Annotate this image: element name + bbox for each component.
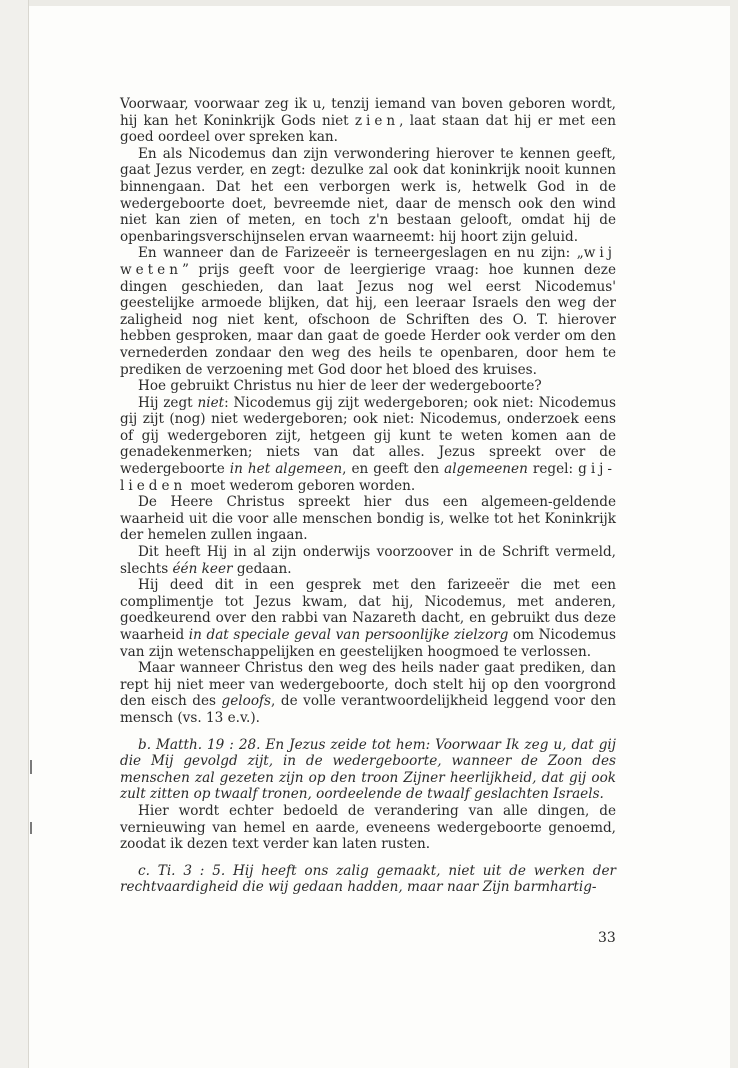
italic-text: b. Matth. 19 : 28. En Jezus zeide tot hem: Voorwaar Ik zeg u, dat gij die Mij gevolgd zijt, in de wedergeboorte, wanneer de Zoon des menschen zal gezeten zijn op den troon Zijner heerlijkheid, dat gij ook zult zitten op twaalf tronen, oordeelende de twaalf geslachten Israels.	[120, 736, 616, 803]
text-run: , laat staan dat hij er met een goed oordeel over spreken kan.	[120, 112, 616, 146]
text-run: , en geeft den	[342, 461, 445, 478]
paragraph-p11	[120, 803, 616, 853]
italic-text: niet	[197, 394, 225, 411]
paragraph-p5	[120, 395, 616, 495]
page-right-edge	[730, 0, 738, 1068]
italic-text: algemeenen	[444, 461, 528, 478]
text-run: moet wederom geboren worden.	[186, 477, 416, 494]
text-run: om Nicodemus van zijn wetenschappelijken en geestelijken hoogmoed te verlossen.	[120, 627, 617, 660]
paragraph-gap	[120, 727, 616, 737]
text-run: En als Nicodemus dan zijn verwondering hierover te kennen geeft, gaat Jezus verder, en zegt: dezulke zal ook dat koninkrijk nooit kunnen binnengaan. Dat het een verborgen werk is, hetwelk God in de wedergeboorte doet, bevreemde niet, daar de mensch ook den wind niet kan zien of meten, en toch z'n bestaan gelooft, omdat hij de openbaringsverschijnselen ervan waarneemt: hij hoort zijn geluid.	[120, 145, 616, 245]
paragraph-p2	[120, 146, 616, 246]
page-number: 33	[598, 930, 616, 946]
text-run: gedaan.	[232, 560, 292, 577]
text-run: , de volle verantwoordelijkheid leggend voor den mensch (vs. 13 e.v.).	[120, 693, 616, 726]
text-run: Voorwaar, voorwaar zeg ik u, tenzij iemand van boven geboren wordt, hij kan het Koninkrijk Gods niet	[120, 96, 616, 129]
paragraph-p4	[120, 378, 616, 395]
paragraph-p8	[120, 577, 616, 660]
italic-text: geloofs	[221, 693, 272, 710]
text-run: Hij deed dit in een gesprek met den farizeeër die met een complimentje tot Jezus kwam, dat hij, Nicodemus, met anderen, goedkeurend over den rabbi van Nazareth dacht, en gebruikt dus deze waarheid	[120, 577, 616, 643]
italic-text: c. Ti. 3 : 5. Hij heeft ons zalig gemaakt, niet uit de werken der rechtvaardigheid die wij gedaan hadden, maar naar Zijn barmhartig-	[120, 862, 616, 896]
italic-text: één keer	[172, 560, 233, 577]
text-run: : Nicodemus gij zijt wedergeboren; ook niet: Nicodemus gij zijt (nog) niet wedergeboren; ook niet: Nicodemus, onderzoek eens of gij wedergeboren zijt, hetgeen gij kunt te weten komen aan de genadekenmerken; niets van dat alles. Jezus spreekt over de wedergeboorte	[120, 394, 617, 478]
spaced-text: zien	[354, 112, 400, 129]
paragraph-p12	[120, 863, 616, 896]
paragraph-p10	[120, 737, 616, 803]
paragraph-p6	[120, 494, 616, 544]
paragraph-p9	[120, 660, 616, 726]
italic-text: in het algemeen	[229, 461, 343, 478]
text-run: Maar wanneer Christus den weg des heils nader gaat prediken, dan rept hij niet meer van wedergeboorte, doch stelt hij op den voorgrond den eisch des	[120, 660, 616, 710]
text-run: Hier wordt echter bedoeld de verandering van alle dingen, de vernieuwing van hemel en aarde, eveneens wedergeboorte genoemd, zoodat ik dezen text verder kan laten rusten.	[120, 802, 616, 853]
paragraph-p1	[120, 96, 616, 146]
page-gutter	[0, 0, 29, 1068]
page-top-edge	[0, 0, 738, 6]
spaced-text: wij weten	[120, 245, 616, 278]
body-text	[120, 96, 616, 896]
text-run: En wanneer dan de Farizeeër is terneergeslagen en nu zijn: „	[138, 245, 584, 262]
text-run: Hoe gebruikt Christus nu hier de leer der wedergeboorte?	[138, 378, 542, 395]
spaced-text: gij-lieden	[120, 461, 616, 494]
margin-mark	[30, 760, 32, 774]
text-run: Hij zegt	[138, 394, 198, 411]
text-run: regel:	[527, 461, 579, 478]
paragraph-p3	[120, 245, 616, 378]
text-run: Dit heeft Hij in al zijn onderwijs voorzoover in de Schrift vermeld, slechts	[120, 544, 616, 577]
paragraph-gap	[120, 853, 616, 863]
paragraph-p7	[120, 544, 616, 577]
italic-text: in dat speciale geval van persoonlijke zielzorg	[188, 627, 509, 643]
text-run: ” prijs geeft voor de leergierige vraag: hoe kunnen deze dingen geschieden, dan laat Jezus nog wel eerst Nicodemus' geestelijke armoede blijken, dat hij, een leeraar Israels den weg der zaligheid nog niet kent, ofschoon de Schriften des O. T. hierover hebben gesproken, maar dan gaat de goede Herder ook verder om den vernederden zondaar den weg des heils te openbaren, door hem te prediken de verzoening met God door het bloed des kruises.	[120, 261, 616, 378]
margin-mark	[30, 822, 32, 834]
text-run: De Heere Christus spreekt hier dus een algemeen-geldende waarheid uit die voor alle menschen bondig is, welke tot het Koninkrijk der hemelen zullen ingaan.	[120, 494, 616, 544]
